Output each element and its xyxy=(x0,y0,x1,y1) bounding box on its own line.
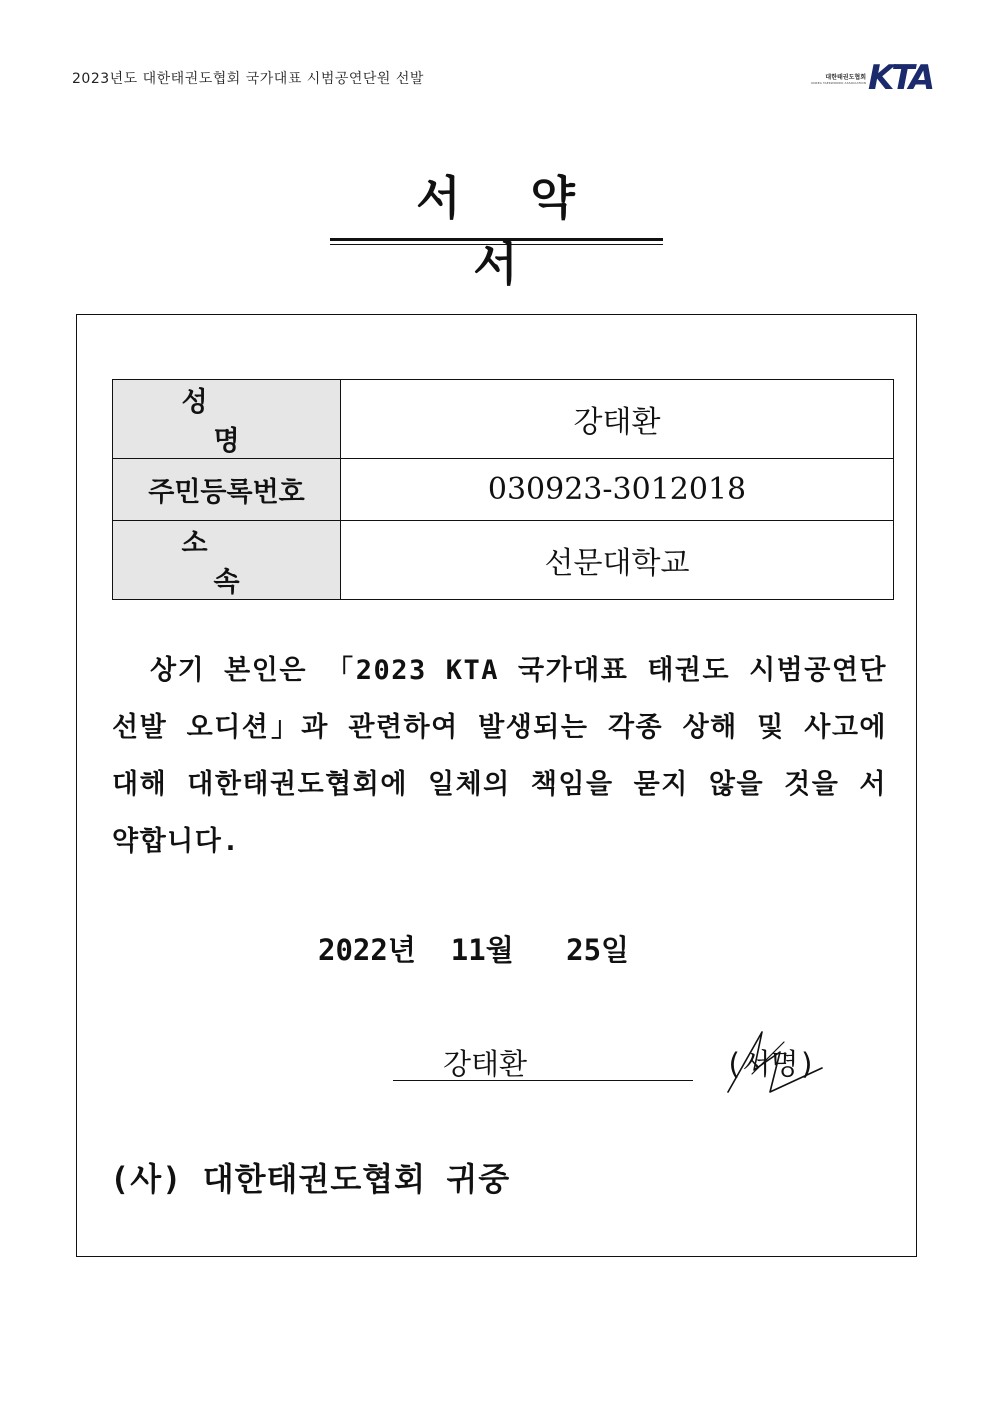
date-day: 25일 xyxy=(566,933,630,967)
signature-label: (서명) xyxy=(725,1047,816,1081)
title-underline-thin xyxy=(330,244,663,245)
kta-logo xyxy=(810,58,933,98)
header-text: 2023년도 대한태권도협회 국가대표 시범공연단원 선발 xyxy=(72,71,424,87)
pledge-text: 상기 본인은 「2023 KTA 국가대표 태권도 시범공연단 선발 오디션」과 관련하여 발생되는 각종 상해 및 사고에 대해 대한태권도협회에 일체의 책임을 묻지 않을 것을 서약합니다. xyxy=(112,655,887,857)
document-title xyxy=(330,162,663,294)
logo-org-name-en: KOREA TAEKWONDO ASSOCIATION xyxy=(811,81,866,85)
title-char-2: 약 xyxy=(530,171,577,225)
date-year: 2022년 xyxy=(318,933,416,967)
handwritten-signature-icon xyxy=(722,1022,832,1102)
logo-mark: KTA xyxy=(868,58,933,98)
name-label: 성 명 xyxy=(113,380,341,459)
pledge-date xyxy=(318,928,629,969)
signer-name: 강태환 xyxy=(443,1047,528,1081)
affiliation-label: 소 속 xyxy=(113,521,341,600)
pledge-statement xyxy=(112,642,887,870)
info-table xyxy=(112,379,894,600)
resident-number-label: 주민등록번호 xyxy=(113,459,341,521)
resident-number-value: 030923-3012018 xyxy=(341,459,894,521)
date-month: 11월 xyxy=(450,933,514,967)
name-value: 강태환 xyxy=(341,380,894,459)
recipient-organization: (사) 대한태권도협회 귀중 xyxy=(110,1160,511,1198)
affiliation-value: 선문대학교 xyxy=(341,521,894,600)
table-row xyxy=(113,459,894,521)
signer-line xyxy=(393,1040,693,1081)
title-char-1: 서 xyxy=(416,171,463,225)
table-row xyxy=(113,380,894,459)
logo-org-name: 대한태권도협회 xyxy=(825,74,866,81)
title-char-3: 서 xyxy=(473,237,520,291)
table-row xyxy=(113,521,894,600)
title-underline-thick xyxy=(330,238,663,241)
